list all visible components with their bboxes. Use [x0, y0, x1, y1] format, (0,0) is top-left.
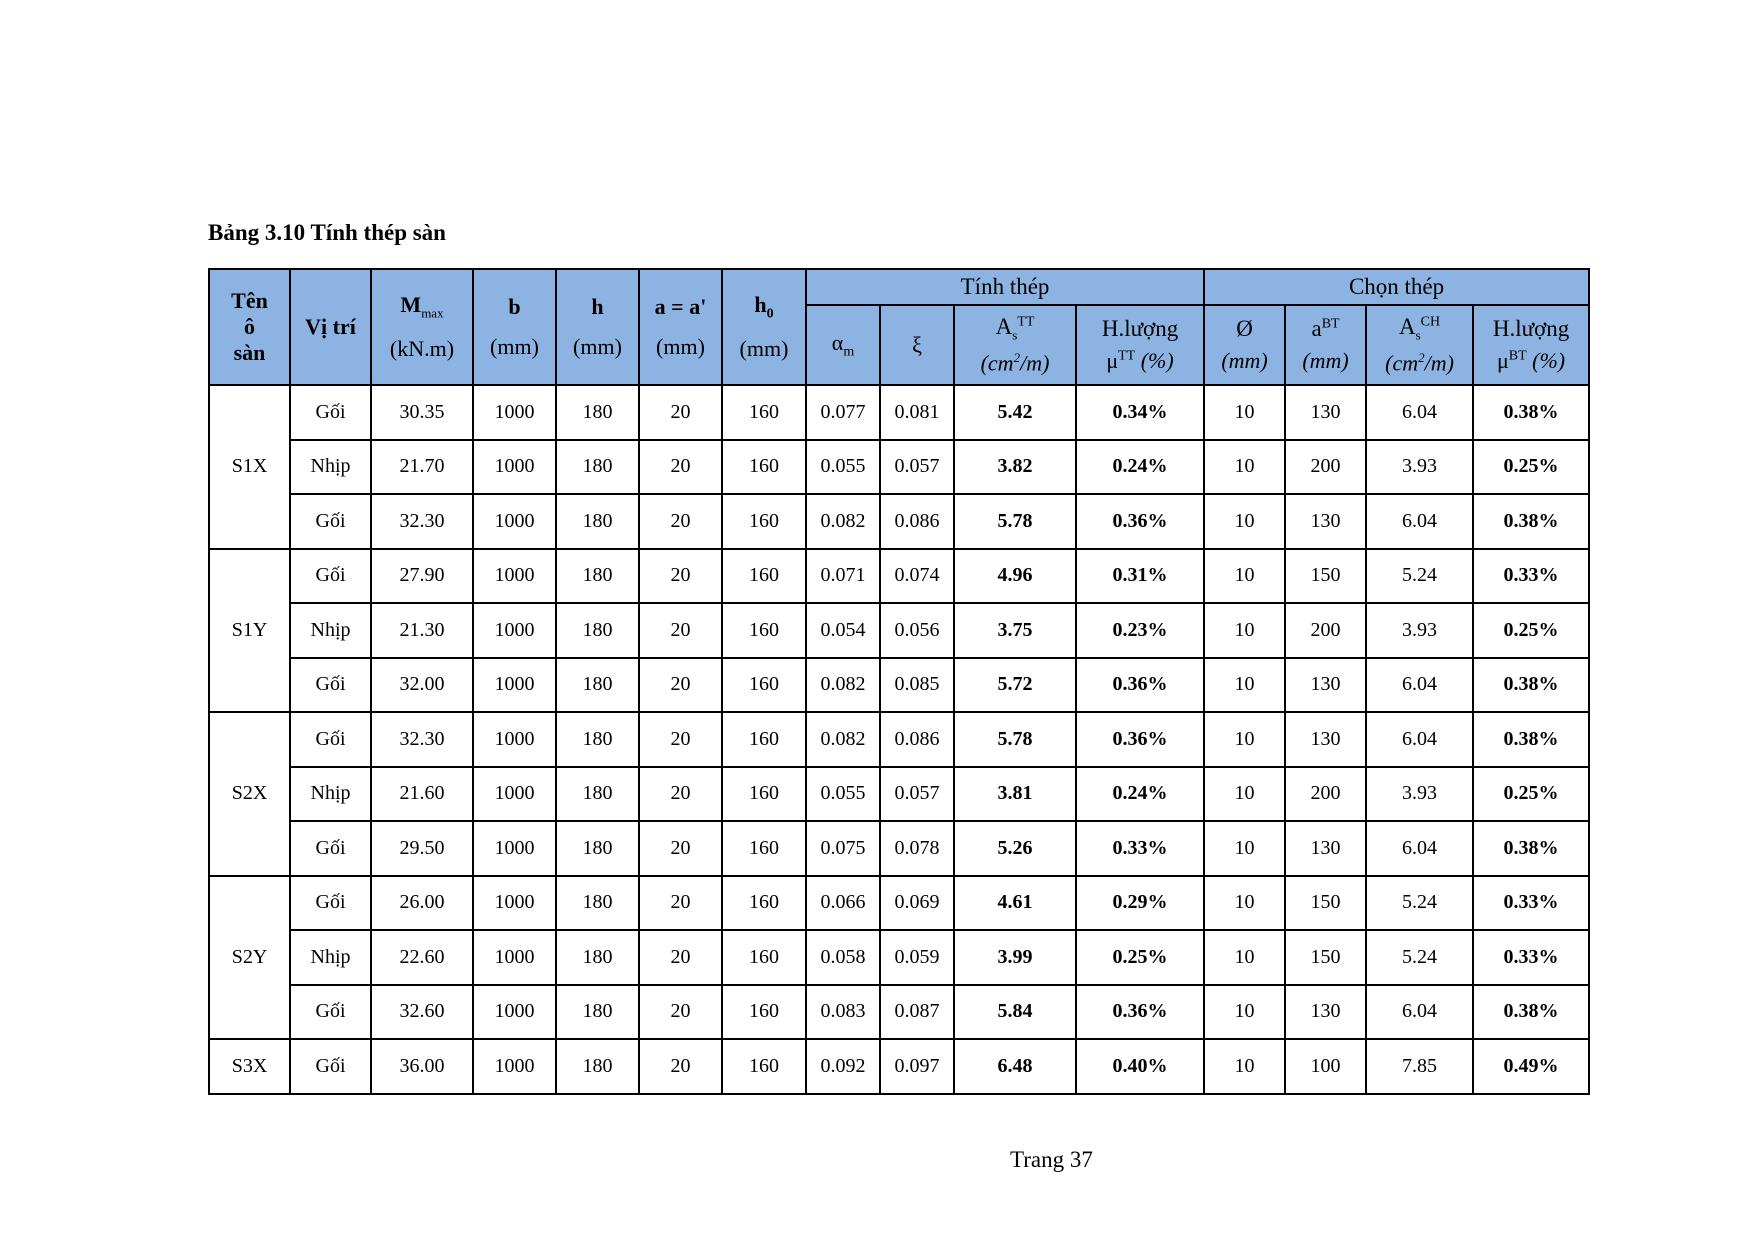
header-h: h (mm): [556, 269, 639, 385]
cell-b: 1000: [473, 440, 556, 495]
cell-am: 0.071: [806, 549, 880, 604]
table-row: [209, 712, 1589, 767]
cell-asch: 3.93: [1366, 767, 1473, 822]
cell-phi: 10: [1204, 712, 1285, 767]
cell-a: 20: [639, 603, 722, 658]
cell-mubt: 0.38%: [1473, 985, 1589, 1040]
cell-phi: 10: [1204, 1039, 1285, 1094]
page-number: Trang 37: [1010, 1147, 1093, 1172]
cell-phi: 10: [1204, 767, 1285, 822]
header-a-bt: $a^{BT}$ (mm): [1285, 305, 1366, 385]
cell-m: 32.60: [371, 985, 473, 1040]
table-row: [209, 876, 1589, 931]
cell-mubt: 0.25%: [1473, 767, 1589, 822]
header-ten-o-san: Tên ô sàn: [209, 269, 290, 385]
cell-as: 3.99: [954, 930, 1076, 985]
cell-as: 4.96: [954, 549, 1076, 604]
cell-asch: 6.04: [1366, 494, 1473, 549]
cell-as: 3.75: [954, 603, 1076, 658]
cell-am: 0.082: [806, 712, 880, 767]
cell-h: 180: [556, 767, 639, 822]
cell-m: 26.00: [371, 876, 473, 931]
cell-pos: Nhịp: [290, 603, 371, 658]
cell-abt: 200: [1285, 440, 1366, 495]
table-row: [209, 603, 1589, 658]
cell-am: 0.082: [806, 658, 880, 713]
cell-h0: 160: [722, 985, 806, 1040]
cell-h0: 160: [722, 549, 806, 604]
cell-pos: Gối: [290, 549, 371, 604]
cell-phi: 10: [1204, 658, 1285, 713]
cell-abt: 130: [1285, 985, 1366, 1040]
cell-mu: 0.40%: [1076, 1039, 1204, 1094]
cell-a: 20: [639, 985, 722, 1040]
cell-am: 0.075: [806, 821, 880, 876]
cell-am: 0.092: [806, 1039, 880, 1094]
slab-name: S1X: [209, 385, 290, 549]
cell-abt: 130: [1285, 712, 1366, 767]
table-row: [209, 985, 1589, 1040]
cell-asch: 5.24: [1366, 930, 1473, 985]
cell-m: 32.00: [371, 658, 473, 713]
cell-mubt: 0.38%: [1473, 821, 1589, 876]
cell-b: 1000: [473, 712, 556, 767]
table-caption: Bảng 3.10 Tính thép sàn: [208, 220, 446, 245]
cell-b: 1000: [473, 821, 556, 876]
cell-asch: 3.93: [1366, 603, 1473, 658]
cell-am: 0.054: [806, 603, 880, 658]
cell-a: 20: [639, 930, 722, 985]
table-row: [209, 549, 1589, 604]
cell-asch: 6.04: [1366, 821, 1473, 876]
cell-am: 0.055: [806, 767, 880, 822]
cell-mu: 0.25%: [1076, 930, 1204, 985]
table-row: [209, 767, 1589, 822]
cell-b: 1000: [473, 494, 556, 549]
cell-xi: 0.074: [880, 549, 954, 604]
cell-asch: 6.04: [1366, 658, 1473, 713]
cell-am: 0.058: [806, 930, 880, 985]
cell-as: 5.78: [954, 494, 1076, 549]
cell-phi: 10: [1204, 385, 1285, 440]
cell-h0: 160: [722, 876, 806, 931]
cell-pos: Gối: [290, 385, 371, 440]
cell-abt: 150: [1285, 549, 1366, 604]
cell-h: 180: [556, 1039, 639, 1094]
cell-mubt: 0.33%: [1473, 549, 1589, 604]
header-hl-bt: H.lượng $\mu^{BT}$ (%): [1473, 305, 1589, 385]
cell-b: 1000: [473, 767, 556, 822]
cell-h: 180: [556, 603, 639, 658]
cell-a: 20: [639, 440, 722, 495]
header-tinh-thep: Tính thép: [806, 269, 1204, 305]
cell-mu: 0.36%: [1076, 658, 1204, 713]
cell-phi: 10: [1204, 930, 1285, 985]
cell-mubt: 0.38%: [1473, 494, 1589, 549]
steel-table: [208, 268, 1590, 1095]
cell-b: 1000: [473, 985, 556, 1040]
cell-mu: 0.24%: [1076, 767, 1204, 822]
cell-asch: 5.24: [1366, 549, 1473, 604]
cell-mubt: 0.33%: [1473, 930, 1589, 985]
table-row: [209, 658, 1589, 713]
cell-b: 1000: [473, 385, 556, 440]
cell-pos: Nhịp: [290, 440, 371, 495]
cell-abt: 130: [1285, 658, 1366, 713]
cell-m: 32.30: [371, 494, 473, 549]
cell-h0: 160: [722, 603, 806, 658]
cell-b: 1000: [473, 603, 556, 658]
slab-name: S2Y: [209, 876, 290, 1040]
cell-h0: 160: [722, 930, 806, 985]
cell-as: 5.42: [954, 385, 1076, 440]
cell-xi: 0.069: [880, 876, 954, 931]
cell-asch: 6.04: [1366, 712, 1473, 767]
cell-pos: Gối: [290, 876, 371, 931]
cell-xi: 0.085: [880, 658, 954, 713]
cell-h: 180: [556, 549, 639, 604]
table-row: [209, 930, 1589, 985]
cell-m: 21.70: [371, 440, 473, 495]
cell-a: 20: [639, 549, 722, 604]
cell-abt: 130: [1285, 494, 1366, 549]
header-as-tt: $A_s^{TT}$ $(cm^2/m)$: [954, 305, 1076, 385]
cell-abt: 200: [1285, 603, 1366, 658]
cell-m: 30.35: [371, 385, 473, 440]
cell-am: 0.082: [806, 494, 880, 549]
table-row: [209, 1039, 1589, 1094]
cell-pos: Nhịp: [290, 767, 371, 822]
cell-abt: 130: [1285, 385, 1366, 440]
cell-h: 180: [556, 821, 639, 876]
cell-phi: 10: [1204, 985, 1285, 1040]
cell-a: 20: [639, 494, 722, 549]
table-row: [209, 440, 1589, 495]
cell-mu: 0.34%: [1076, 385, 1204, 440]
cell-a: 20: [639, 767, 722, 822]
cell-phi: 10: [1204, 494, 1285, 549]
cell-as: 5.72: [954, 658, 1076, 713]
cell-h: 180: [556, 658, 639, 713]
cell-b: 1000: [473, 930, 556, 985]
cell-m: 32.30: [371, 712, 473, 767]
cell-m: 27.90: [371, 549, 473, 604]
cell-xi: 0.086: [880, 712, 954, 767]
cell-mu: 0.29%: [1076, 876, 1204, 931]
cell-h0: 160: [722, 494, 806, 549]
cell-phi: 10: [1204, 549, 1285, 604]
cell-xi: 0.057: [880, 440, 954, 495]
table-body: [209, 385, 1589, 1094]
header-as-ch: $A_s^{CH}$ $(cm^2/m)$: [1366, 305, 1473, 385]
cell-phi: 10: [1204, 876, 1285, 931]
cell-pos: Gối: [290, 821, 371, 876]
cell-as: 3.81: [954, 767, 1076, 822]
header-phi: Ø (mm): [1204, 305, 1285, 385]
cell-xi: 0.097: [880, 1039, 954, 1094]
cell-h0: 160: [722, 767, 806, 822]
cell-h: 180: [556, 440, 639, 495]
cell-a: 20: [639, 385, 722, 440]
cell-phi: 10: [1204, 603, 1285, 658]
cell-xi: 0.086: [880, 494, 954, 549]
cell-mubt: 0.33%: [1473, 876, 1589, 931]
cell-a: 20: [639, 712, 722, 767]
header-chon-thep: Chọn thép: [1204, 269, 1589, 305]
cell-xi: 0.078: [880, 821, 954, 876]
cell-a: 20: [639, 876, 722, 931]
cell-pos: Nhịp: [290, 930, 371, 985]
cell-xi: 0.057: [880, 767, 954, 822]
cell-h: 180: [556, 876, 639, 931]
cell-b: 1000: [473, 549, 556, 604]
cell-as: 3.82: [954, 440, 1076, 495]
cell-mubt: 0.38%: [1473, 385, 1589, 440]
header-hl-tt: H.lượng $\mu^{TT}$ (%): [1076, 305, 1204, 385]
cell-abt: 150: [1285, 876, 1366, 931]
cell-am: 0.083: [806, 985, 880, 1040]
cell-h: 180: [556, 930, 639, 985]
header-b: b (mm): [473, 269, 556, 385]
cell-h: 180: [556, 985, 639, 1040]
cell-asch: 6.04: [1366, 385, 1473, 440]
cell-asch: 5.24: [1366, 876, 1473, 931]
cell-abt: 100: [1285, 1039, 1366, 1094]
cell-as: 6.48: [954, 1039, 1076, 1094]
cell-as: 5.26: [954, 821, 1076, 876]
cell-mu: 0.33%: [1076, 821, 1204, 876]
cell-asch: 3.93: [1366, 440, 1473, 495]
cell-mubt: 0.25%: [1473, 440, 1589, 495]
cell-pos: Gối: [290, 985, 371, 1040]
cell-mubt: 0.38%: [1473, 712, 1589, 767]
header-a: a = a' (mm): [639, 269, 722, 385]
cell-xi: 0.087: [880, 985, 954, 1040]
header-mmax: $M_{max}$ (kN.m): [371, 269, 473, 385]
header-alpha-m: $\alpha_m$: [806, 305, 880, 385]
slab-name: S2X: [209, 712, 290, 876]
cell-asch: 6.04: [1366, 985, 1473, 1040]
cell-asch: 7.85: [1366, 1039, 1473, 1094]
cell-am: 0.055: [806, 440, 880, 495]
header-vi-tri: Vị trí: [290, 269, 371, 385]
cell-m: 36.00: [371, 1039, 473, 1094]
cell-pos: Gối: [290, 1039, 371, 1094]
cell-mubt: 0.25%: [1473, 603, 1589, 658]
cell-h: 180: [556, 494, 639, 549]
cell-mu: 0.36%: [1076, 985, 1204, 1040]
cell-phi: 10: [1204, 440, 1285, 495]
cell-xi: 0.056: [880, 603, 954, 658]
table-row: [209, 494, 1589, 549]
slab-name: S3X: [209, 1039, 290, 1094]
cell-h0: 160: [722, 385, 806, 440]
cell-h0: 160: [722, 821, 806, 876]
cell-mubt: 0.49%: [1473, 1039, 1589, 1094]
header-h0: $h_0$ (mm): [722, 269, 806, 385]
slab-name: S1Y: [209, 549, 290, 713]
cell-h0: 160: [722, 440, 806, 495]
cell-mu: 0.24%: [1076, 440, 1204, 495]
cell-h0: 160: [722, 658, 806, 713]
cell-am: 0.077: [806, 385, 880, 440]
cell-phi: 10: [1204, 821, 1285, 876]
cell-a: 20: [639, 658, 722, 713]
cell-as: 5.78: [954, 712, 1076, 767]
cell-pos: Gối: [290, 658, 371, 713]
cell-mu: 0.31%: [1076, 549, 1204, 604]
cell-mubt: 0.38%: [1473, 658, 1589, 713]
cell-mu: 0.23%: [1076, 603, 1204, 658]
header-xi: ξ: [880, 305, 954, 385]
cell-as: 4.61: [954, 876, 1076, 931]
cell-b: 1000: [473, 1039, 556, 1094]
cell-xi: 0.059: [880, 930, 954, 985]
cell-h0: 160: [722, 712, 806, 767]
cell-abt: 200: [1285, 767, 1366, 822]
cell-pos: Gối: [290, 494, 371, 549]
cell-h0: 160: [722, 1039, 806, 1094]
cell-a: 20: [639, 1039, 722, 1094]
table-row: [209, 821, 1589, 876]
cell-pos: Gối: [290, 712, 371, 767]
cell-abt: 130: [1285, 821, 1366, 876]
cell-h: 180: [556, 385, 639, 440]
cell-m: 29.50: [371, 821, 473, 876]
table-row: [209, 385, 1589, 440]
cell-h: 180: [556, 712, 639, 767]
cell-m: 21.30: [371, 603, 473, 658]
cell-mu: 0.36%: [1076, 712, 1204, 767]
cell-b: 1000: [473, 876, 556, 931]
cell-abt: 150: [1285, 930, 1366, 985]
cell-b: 1000: [473, 658, 556, 713]
cell-a: 20: [639, 821, 722, 876]
cell-m: 21.60: [371, 767, 473, 822]
cell-xi: 0.081: [880, 385, 954, 440]
cell-am: 0.066: [806, 876, 880, 931]
cell-mu: 0.36%: [1076, 494, 1204, 549]
cell-as: 5.84: [954, 985, 1076, 1040]
cell-m: 22.60: [371, 930, 473, 985]
